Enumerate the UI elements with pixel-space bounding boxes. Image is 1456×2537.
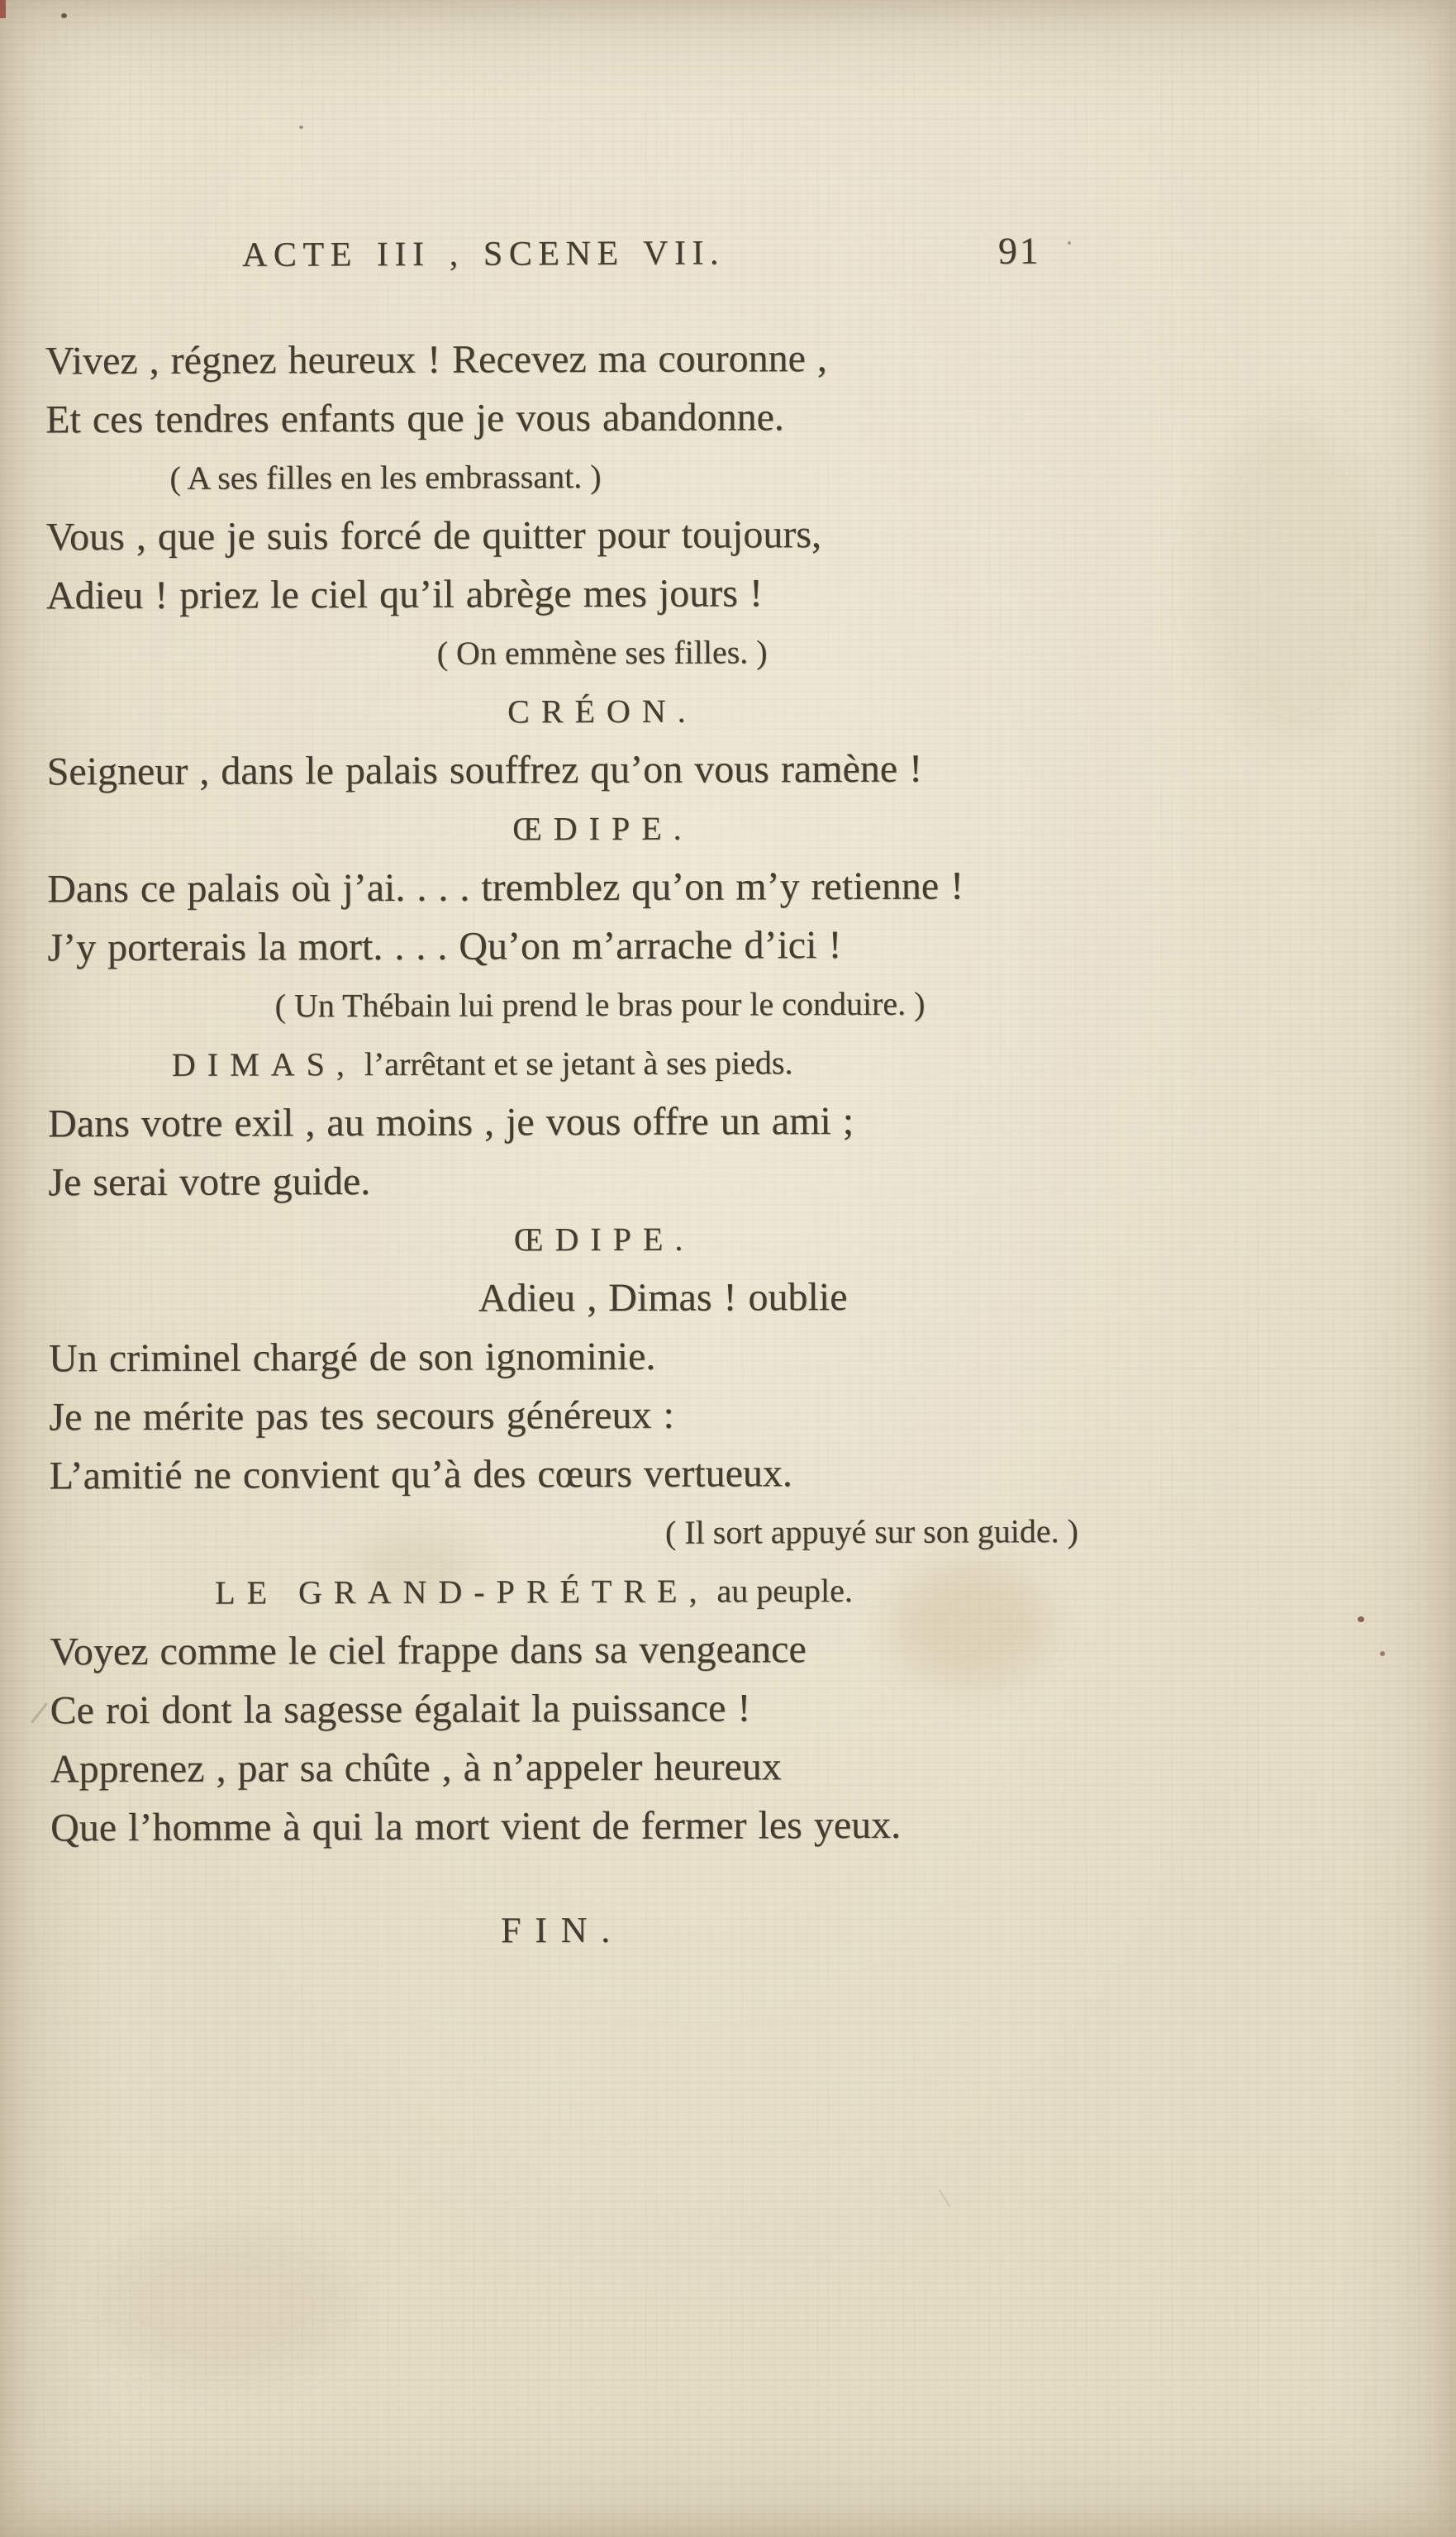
stage-direction: au peuple. [708,1571,853,1610]
verse-line: Que l’homme à qui la mort vient de fermer les yeux. [50,1802,902,1850]
ink-speck [1068,241,1071,245]
verse-line: Je serai votre guide. [48,1159,371,1205]
verse-line: Voyez comme le ciel frappe dans sa vengeance [50,1627,807,1674]
verse-line: Et ces tendres enfants que je vous abandonne. [45,395,784,442]
stage-direction: l’arrêtant et se jetant à ses pieds. [355,1044,793,1083]
running-head-title: ACTE III , SCENE VII. [241,234,726,274]
speaker-name: CRÉON. [507,692,697,731]
running-header [48,231,1159,286]
ink-speck [1380,1651,1385,1656]
speaker-name: DIMAS, [171,1045,356,1083]
stage-direction: ( Il sort appuyé sur son guide. ) [664,1511,1078,1551]
verse-line: Seigneur , dans le palais souffrez qu’on vous ramène ! [46,746,923,794]
paper-fiber-mark [31,1702,48,1723]
verse-line: Vivez , régnez heureux ! Recevez ma couronne , [45,336,827,383]
stage-direction: ( Un Thébain lui prend le bras pour le conduire. ) [274,984,925,1025]
text-block [45,328,1162,1858]
verse-line: Vous , que je suis forcé de quitter pour toujours, [45,512,822,559]
verse-line: Ce roi dont la sagesse égalait la puissance ! [50,1686,751,1733]
speaker-name: ŒDIPE. [513,1220,695,1259]
verse-line: Adieu ! priez le ciel qu’il abrège mes jours ! [45,571,763,618]
speaker-name: LE GRAND-PRÉTRE, [215,1572,709,1611]
paper-fiber-mark [939,2189,950,2206]
speaker-direction-line [48,1032,1159,1095]
scan-edge-mark [0,0,6,18]
stage-direction: ( On emmène ses filles. ) [436,633,768,672]
speaker-name: ŒDIPE. [512,809,693,848]
verse-line: Je ne mérite pas tes secours généreux : [49,1392,674,1440]
verse-line: J’y porterais la mort. . . . Qu’on m’arrache d’ici ! [47,922,842,970]
speaker-direction-line [50,1560,1161,1623]
ink-speck [299,126,303,129]
paper-stain [1198,413,1380,744]
verse-line: L’amitié ne convient qu’à des cœurs vertueux. [49,1451,792,1498]
ink-speck [61,13,67,18]
verse-line: Dans votre exil , au moins , je vous offre un ami ; [48,1098,854,1146]
ink-speck [1358,1616,1364,1622]
verse-line: Adieu , Dimas ! oublie [478,1274,848,1321]
verse-line: Un criminel chargé de son ignominie. [49,1334,656,1381]
verse-line: Dans ce palais où j’ai. . . . tremblez qu’on m’y retienne ! [47,864,964,912]
paper-stain [99,2231,347,2380]
stage-direction: ( A ses filles en les embrassant. ) [169,458,602,497]
fin-label: FIN. [501,1909,624,1951]
verse-line: Apprenez , par sa chûte , à n’appeler heureux [50,1744,782,1792]
page-number: 91 [997,229,1041,272]
